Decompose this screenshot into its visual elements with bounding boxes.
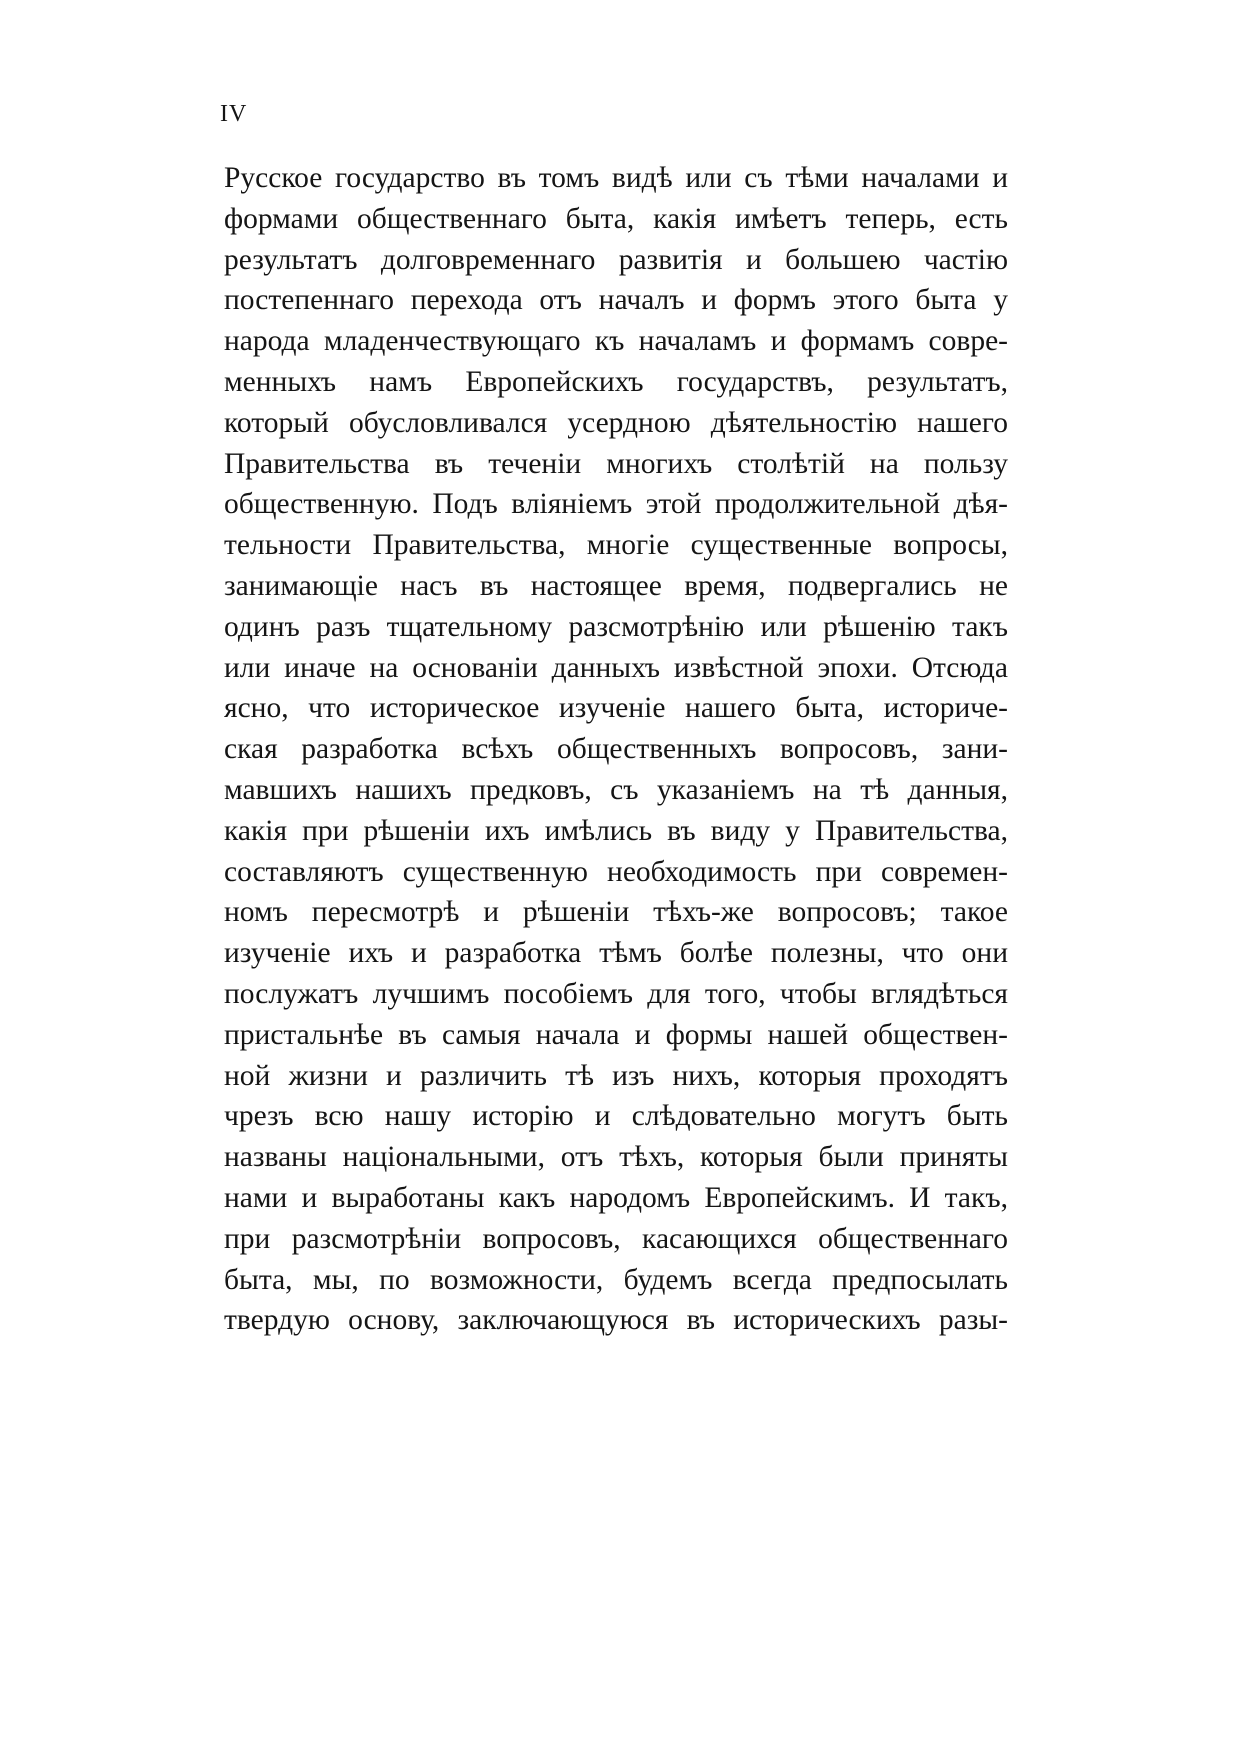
text-line: названы національными, отъ тѣхъ, которыя были приняты — [224, 1141, 1008, 1174]
text-line: твердую основу, заключающуюся въ историческихъ разы- — [224, 1304, 1008, 1337]
text-line: менныхъ намъ Европейскихъ государствъ, результатъ, — [224, 365, 1008, 398]
text-line: Русское государство въ томъ видѣ или съ тѣми началами и — [224, 162, 1008, 194]
text-line: Правительства въ теченіи многихъ столѣтій на пользу — [224, 447, 1008, 480]
text-line: быта, мы, по возможности, будемъ всегда предпосылать — [224, 1263, 1008, 1296]
text-line: составляютъ существенную необходимость при современ- — [224, 855, 1008, 888]
text-line: чрезъ всю нашу исторію и слѣдовательно могутъ быть — [224, 1100, 1008, 1133]
body-text — [224, 158, 1008, 1341]
text-line: при разсмотрѣніи вопросовъ, касающихся общественнаго — [224, 1222, 1008, 1255]
text-line: ной жизни и различить тѣ изъ нихъ, которыя проходятъ — [224, 1059, 1008, 1092]
text-line: постепеннаго перехода отъ началъ и формъ этого быта у — [224, 284, 1008, 317]
text-line: ясно, что историческое изученіе нашего быта, историче- — [224, 692, 1008, 725]
page-number: IV — [220, 101, 248, 127]
text-line: нами и выработаны какъ народомъ Европейскимъ. И такъ, — [224, 1181, 1008, 1214]
text-line: ская разработка всѣхъ общественныхъ вопросовъ, зани- — [224, 733, 1008, 766]
text-line: народа младенчествующаго къ началамъ и формамъ совре- — [224, 325, 1008, 358]
text-line: номъ пересмотрѣ и рѣшеніи тѣхъ-же вопросовъ; такое — [224, 896, 1008, 929]
text-line: изученіе ихъ и разработка тѣмъ болѣе полезны, что они — [224, 937, 1008, 970]
text-line: какія при рѣшеніи ихъ имѣлись въ виду у Правительства, — [224, 814, 1008, 847]
text-line: пристальнѣе въ самыя начала и формы нашей обществен- — [224, 1018, 1008, 1051]
text-line: послужатъ лучшимъ пособіемъ для того, чтобы вглядѣться — [224, 977, 1008, 1010]
text-line: результатъ долговременнаго развитія и большею частію — [224, 243, 1008, 276]
text-line: который обусловливался усердною дѣятельностію нашего — [224, 406, 1008, 439]
text-line: общественную. Подъ вліяніемъ этой продолжительной дѣя- — [224, 488, 1008, 521]
text-line: мавшихъ нашихъ предковъ, съ указаніемъ на тѣ данныя, — [224, 773, 1008, 806]
text-line: или иначе на основаніи данныхъ извѣстной эпохи. Отсюда — [224, 651, 1008, 684]
text-line: тельности Правительства, многіе существенные вопросы, — [224, 529, 1008, 562]
text-line: одинъ разъ тщательному разсмотрѣнію или рѣшенію такъ — [224, 610, 1008, 643]
text-line: формами общественнаго быта, какія имѣетъ теперь, есть — [224, 202, 1008, 235]
text-line: занимающіе насъ въ настоящее время, подвергались не — [224, 569, 1008, 602]
